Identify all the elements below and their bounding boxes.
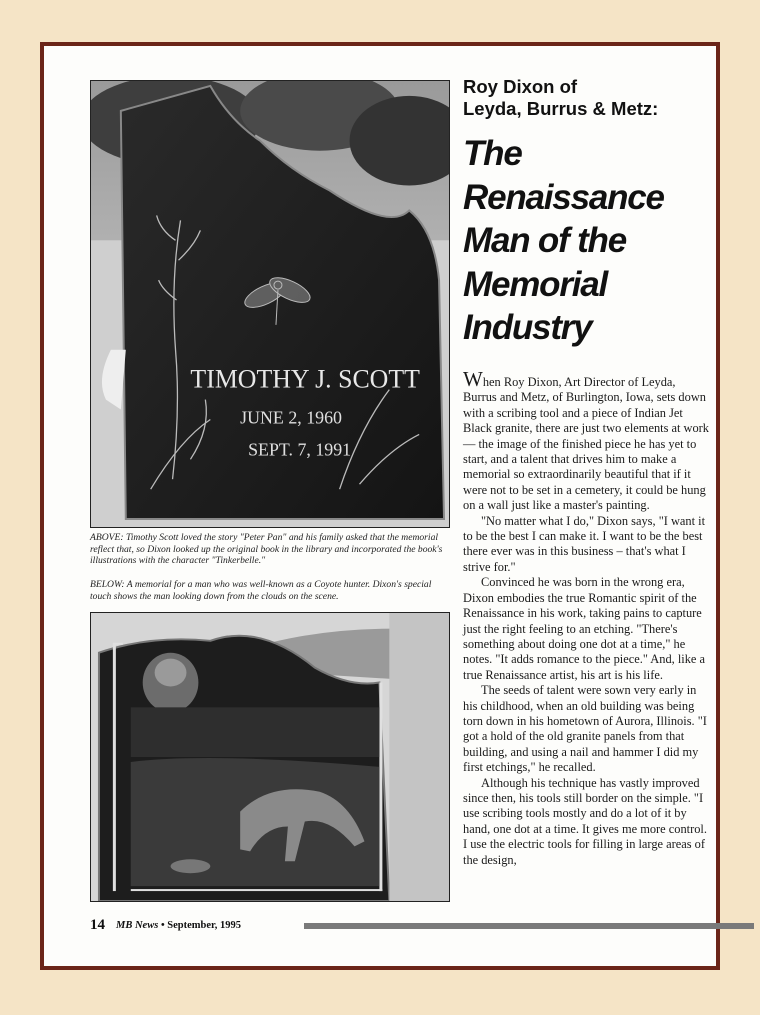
page-number: 14 [90,917,105,933]
magazine-info [116,920,241,931]
paragraph-5: Although his technique has vastly improved since then, his tools still border on the simple. "I use scribing tools mostly and do a lot of it by hand, one dot at a time. It gives me more control. I use the electric tools for filling in large areas of the design, [463,775,707,867]
monument-death-date: SEPT. 7, 1991 [248,439,352,460]
paragraph-1 [463,367,710,514]
magazine-page [44,46,716,966]
caption-above: ABOVE: Timothy Scott loved the story "Peter Pan" and his family asked that the memorial reflect that, so Dixon looked up the original book in the library and incorporated the book's illustrations with the character "Tinkerbelle." [90,532,443,566]
photo-coyote-memorial [90,612,450,902]
article-body [463,367,710,868]
article-headline [463,132,713,350]
magazine-name: MB News [116,920,159,931]
page-footer [90,917,710,935]
kicker-line-1: Roy Dixon of [463,76,578,97]
page-frame [40,42,720,970]
paragraph-4: The seeds of talent were sown very early in his childhood, when an old building was being torn down in his hometown of Aurora, Illinois. "I got a hold of the old granite panels from that building, and using a nail and hammer I did my first etchings," he recalled. [463,683,707,775]
issue-date: September, 1995 [167,920,241,931]
paragraph-1-text: hen Roy Dixon, Art Director of Leyda, Burrus and Metz, of Burlington, Iowa, sets down with a scribing tool and a piece of Indian Jet Black granite, there are just two elements at work — the image of the finished piece he has yet to start, and a talent that drives him to make a memorial so extraordinarily beautiful that if it were not to be set in a cemetery, it could be hung on a wall just like a master's painting. [463,375,710,513]
headline-line-3: Man of the [463,221,626,260]
caption-below: BELOW: A memorial for a man who was well-known as a Coyote hunter. Dixon's special touch shows the man looking down from the clouds on the scene. [90,579,432,602]
headline-line-1: The [463,134,522,173]
kicker-line-2: Leyda, Burrus & Metz: [463,98,659,119]
article-kicker [463,76,713,120]
footer-bullet: • [160,920,165,931]
paragraph-3: Convinced he was born in the wrong era, Dixon embodies the true Romantic spirit of the Renaissance in his work, taking pains to capture just the right feeling to an etching. "There's something about doing one dot at a time," he notes. "It adds romance to the piece." And, like a true Renaissance artist, his art is his life. [463,575,706,682]
headline-line-4: Memorial [463,264,608,304]
photo-tinkerbelle-memorial [90,80,450,528]
footer-rule [304,923,754,929]
drop-cap: W [463,367,483,391]
headline-line-5: Industry [463,308,592,347]
monument-birth-date: JUNE 2, 1960 [240,407,343,428]
monument-name: TIMOTHY J. SCOTT [190,364,420,394]
headline-line-2: Renaissance [463,177,664,217]
paragraph-2: "No matter what I do," Dixon says, "I want it to be the best I can make it. I want to be the best there ever was in this business – that's what I strive for." [463,513,706,574]
